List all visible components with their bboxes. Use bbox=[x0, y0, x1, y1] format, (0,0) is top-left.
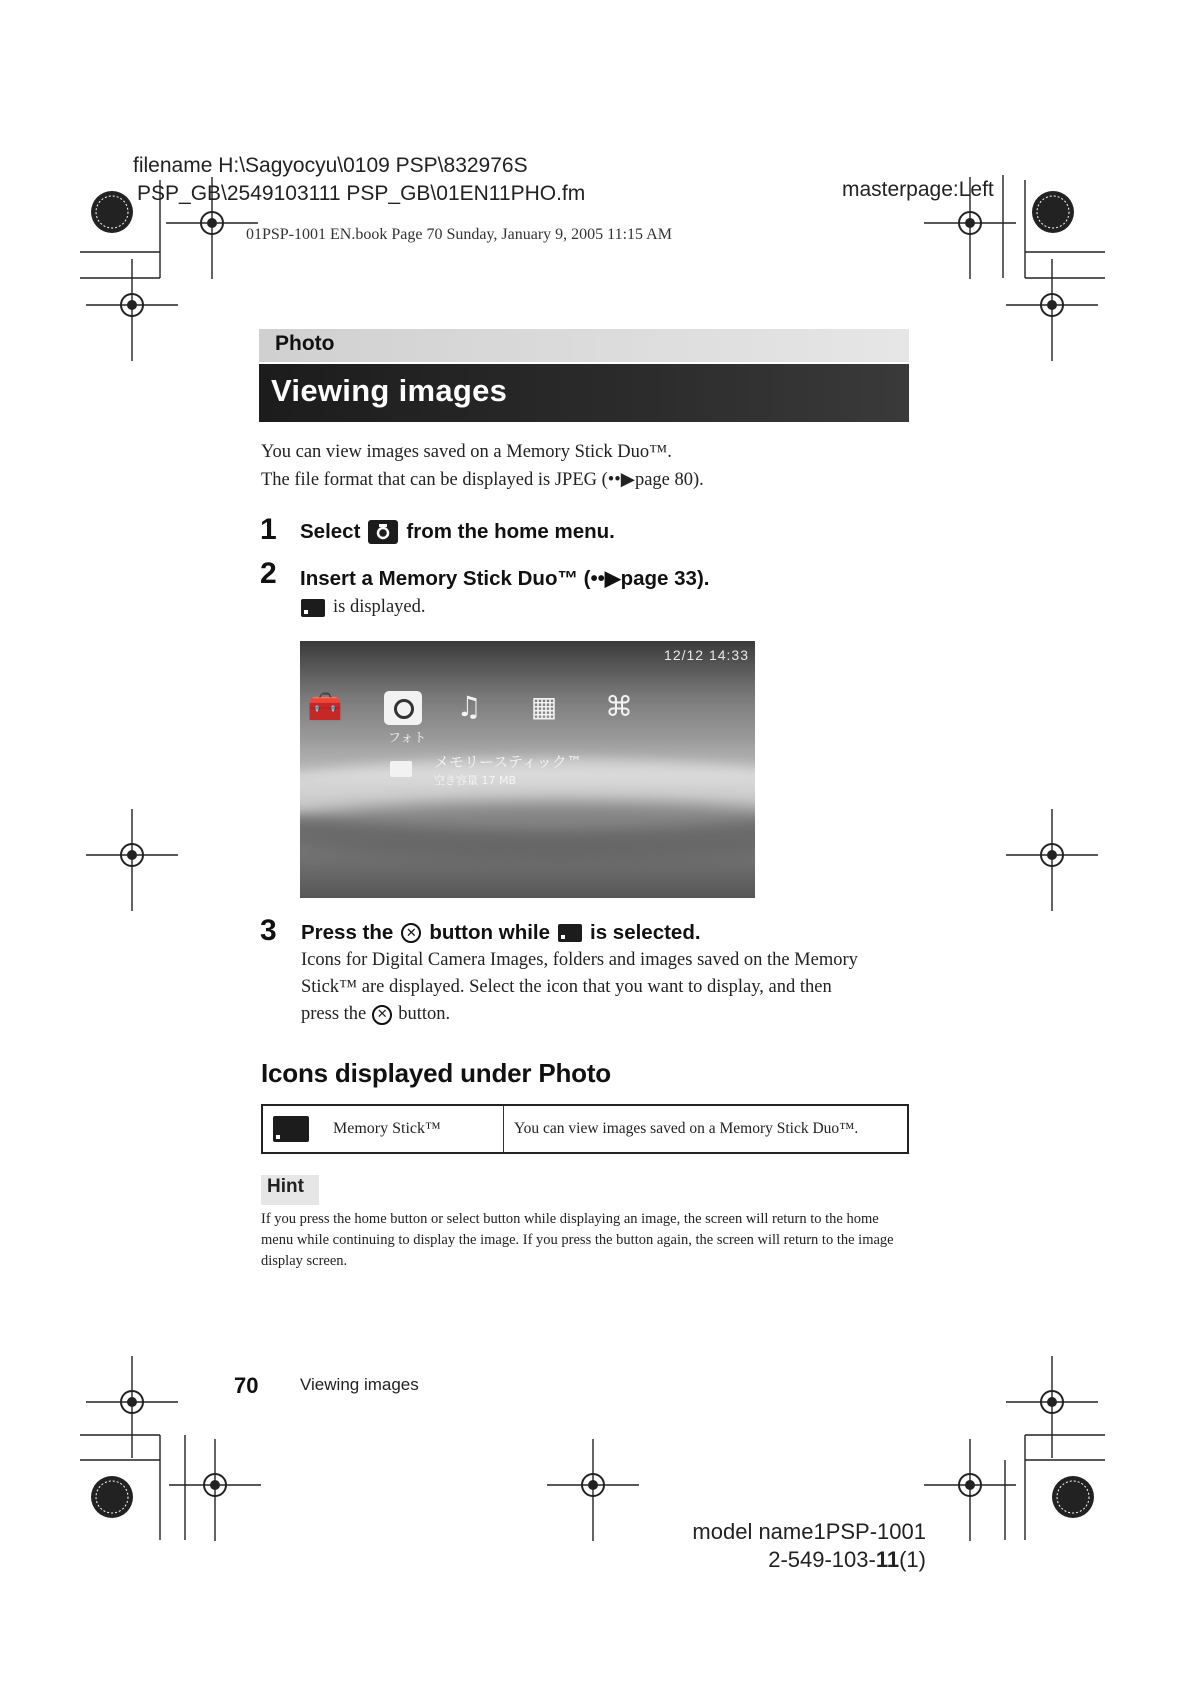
step-2-body-text: is displayed. bbox=[333, 597, 426, 617]
screenshot-ms-label: メモリースティック™ bbox=[434, 753, 582, 771]
step-2-number: 2 bbox=[260, 557, 277, 590]
memory-stick-icon bbox=[558, 924, 582, 942]
step-3-body-line-2: Stick™ are displayed. Select the icon that you want to display, and then bbox=[301, 977, 832, 997]
model-line-2: 2-549-103-11(1) bbox=[768, 1547, 926, 1572]
screenshot-clock: 12/12 14:33 bbox=[664, 647, 749, 663]
print-filename-line1: filename H:\Sagyocyu\0109 PSP\832976S bbox=[133, 154, 528, 177]
camera-icon bbox=[368, 520, 398, 544]
model-info bbox=[692, 1518, 926, 1574]
intro-text bbox=[261, 438, 911, 494]
step-3-body-line-3-before: press the bbox=[301, 1004, 367, 1024]
category-bar bbox=[259, 329, 909, 362]
step-3-title-before: Press the bbox=[301, 921, 394, 944]
page-number: 70 bbox=[234, 1373, 259, 1398]
step-3-body-line-3 bbox=[301, 1001, 911, 1028]
memory-stick-icon bbox=[301, 599, 325, 617]
step-1-number: 1 bbox=[260, 513, 277, 546]
print-masterpage: masterpage:Left bbox=[842, 178, 994, 201]
print-filename-line2: PSP_GB\2549103111 PSP_GB\01EN11PHO.fm bbox=[137, 182, 586, 205]
screenshot-ms-info: 空き容量 17 MB bbox=[434, 774, 517, 787]
step-1-title-before: Select bbox=[300, 520, 361, 543]
screenshot-memory-stick-icon bbox=[390, 761, 412, 777]
step-3-title-after: is selected. bbox=[590, 921, 701, 944]
step-3-body-line-1: Icons for Digital Camera Images, folders and images saved on the Memory bbox=[301, 950, 858, 970]
video-icon: ▦ bbox=[530, 690, 558, 723]
cross-button-icon: ✕ bbox=[372, 1005, 392, 1025]
icon-table-name-cell bbox=[263, 1106, 504, 1152]
step-1-title bbox=[300, 520, 615, 544]
step-2-title: Insert a Memory Stick Duo™ (••▶page 33). bbox=[300, 567, 710, 590]
settings-toolbox-icon: 🧰 bbox=[307, 690, 343, 723]
game-icon: ⌘ bbox=[605, 690, 633, 723]
icon-table bbox=[261, 1104, 909, 1154]
hint-label: Hint bbox=[267, 1176, 304, 1197]
step-3-body-line-3-after: button. bbox=[398, 1004, 451, 1024]
model-line-1: model name1PSP-1001 bbox=[692, 1519, 926, 1544]
intro-line-2: The file format that can be displayed is JPEG (••▶page 80). bbox=[261, 470, 704, 490]
photo-icon bbox=[384, 691, 422, 725]
page-title: Viewing images bbox=[271, 373, 508, 408]
memory-stick-icon bbox=[273, 1116, 309, 1142]
step-2-body bbox=[301, 594, 426, 621]
step-1-title-after: from the home menu. bbox=[406, 520, 615, 543]
intro-line-1: You can view images saved on a Memory Stick Duo™. bbox=[261, 442, 672, 462]
footer-section: Viewing images bbox=[300, 1375, 419, 1394]
section-heading: Icons displayed under Photo bbox=[261, 1058, 611, 1088]
music-icon: ♫ bbox=[456, 690, 482, 723]
screenshot-photo-label: フォト bbox=[388, 731, 427, 746]
psp-home-menu-screenshot bbox=[300, 641, 755, 898]
step-3-title bbox=[301, 921, 701, 945]
step-3-number: 3 bbox=[260, 914, 277, 947]
icon-table-description: You can view images saved on a Memory Stick Duo™. bbox=[514, 1120, 859, 1137]
cross-button-icon: ✕ bbox=[401, 923, 421, 943]
category-label: Photo bbox=[275, 332, 335, 355]
step-3-title-mid: button while bbox=[429, 921, 551, 944]
icon-table-name: Memory Stick™ bbox=[333, 1120, 441, 1137]
hint-text: If you press the home button or select button while displaying an image, the screen will return to the home menu while continuing to display the image. If you press the button again, the screen will return to the image display screen. bbox=[261, 1211, 894, 1269]
step-3-body bbox=[301, 947, 911, 1028]
book-info: 01PSP-1001 EN.book Page 70 Sunday, January 9, 2005 11:15 AM bbox=[246, 226, 672, 243]
